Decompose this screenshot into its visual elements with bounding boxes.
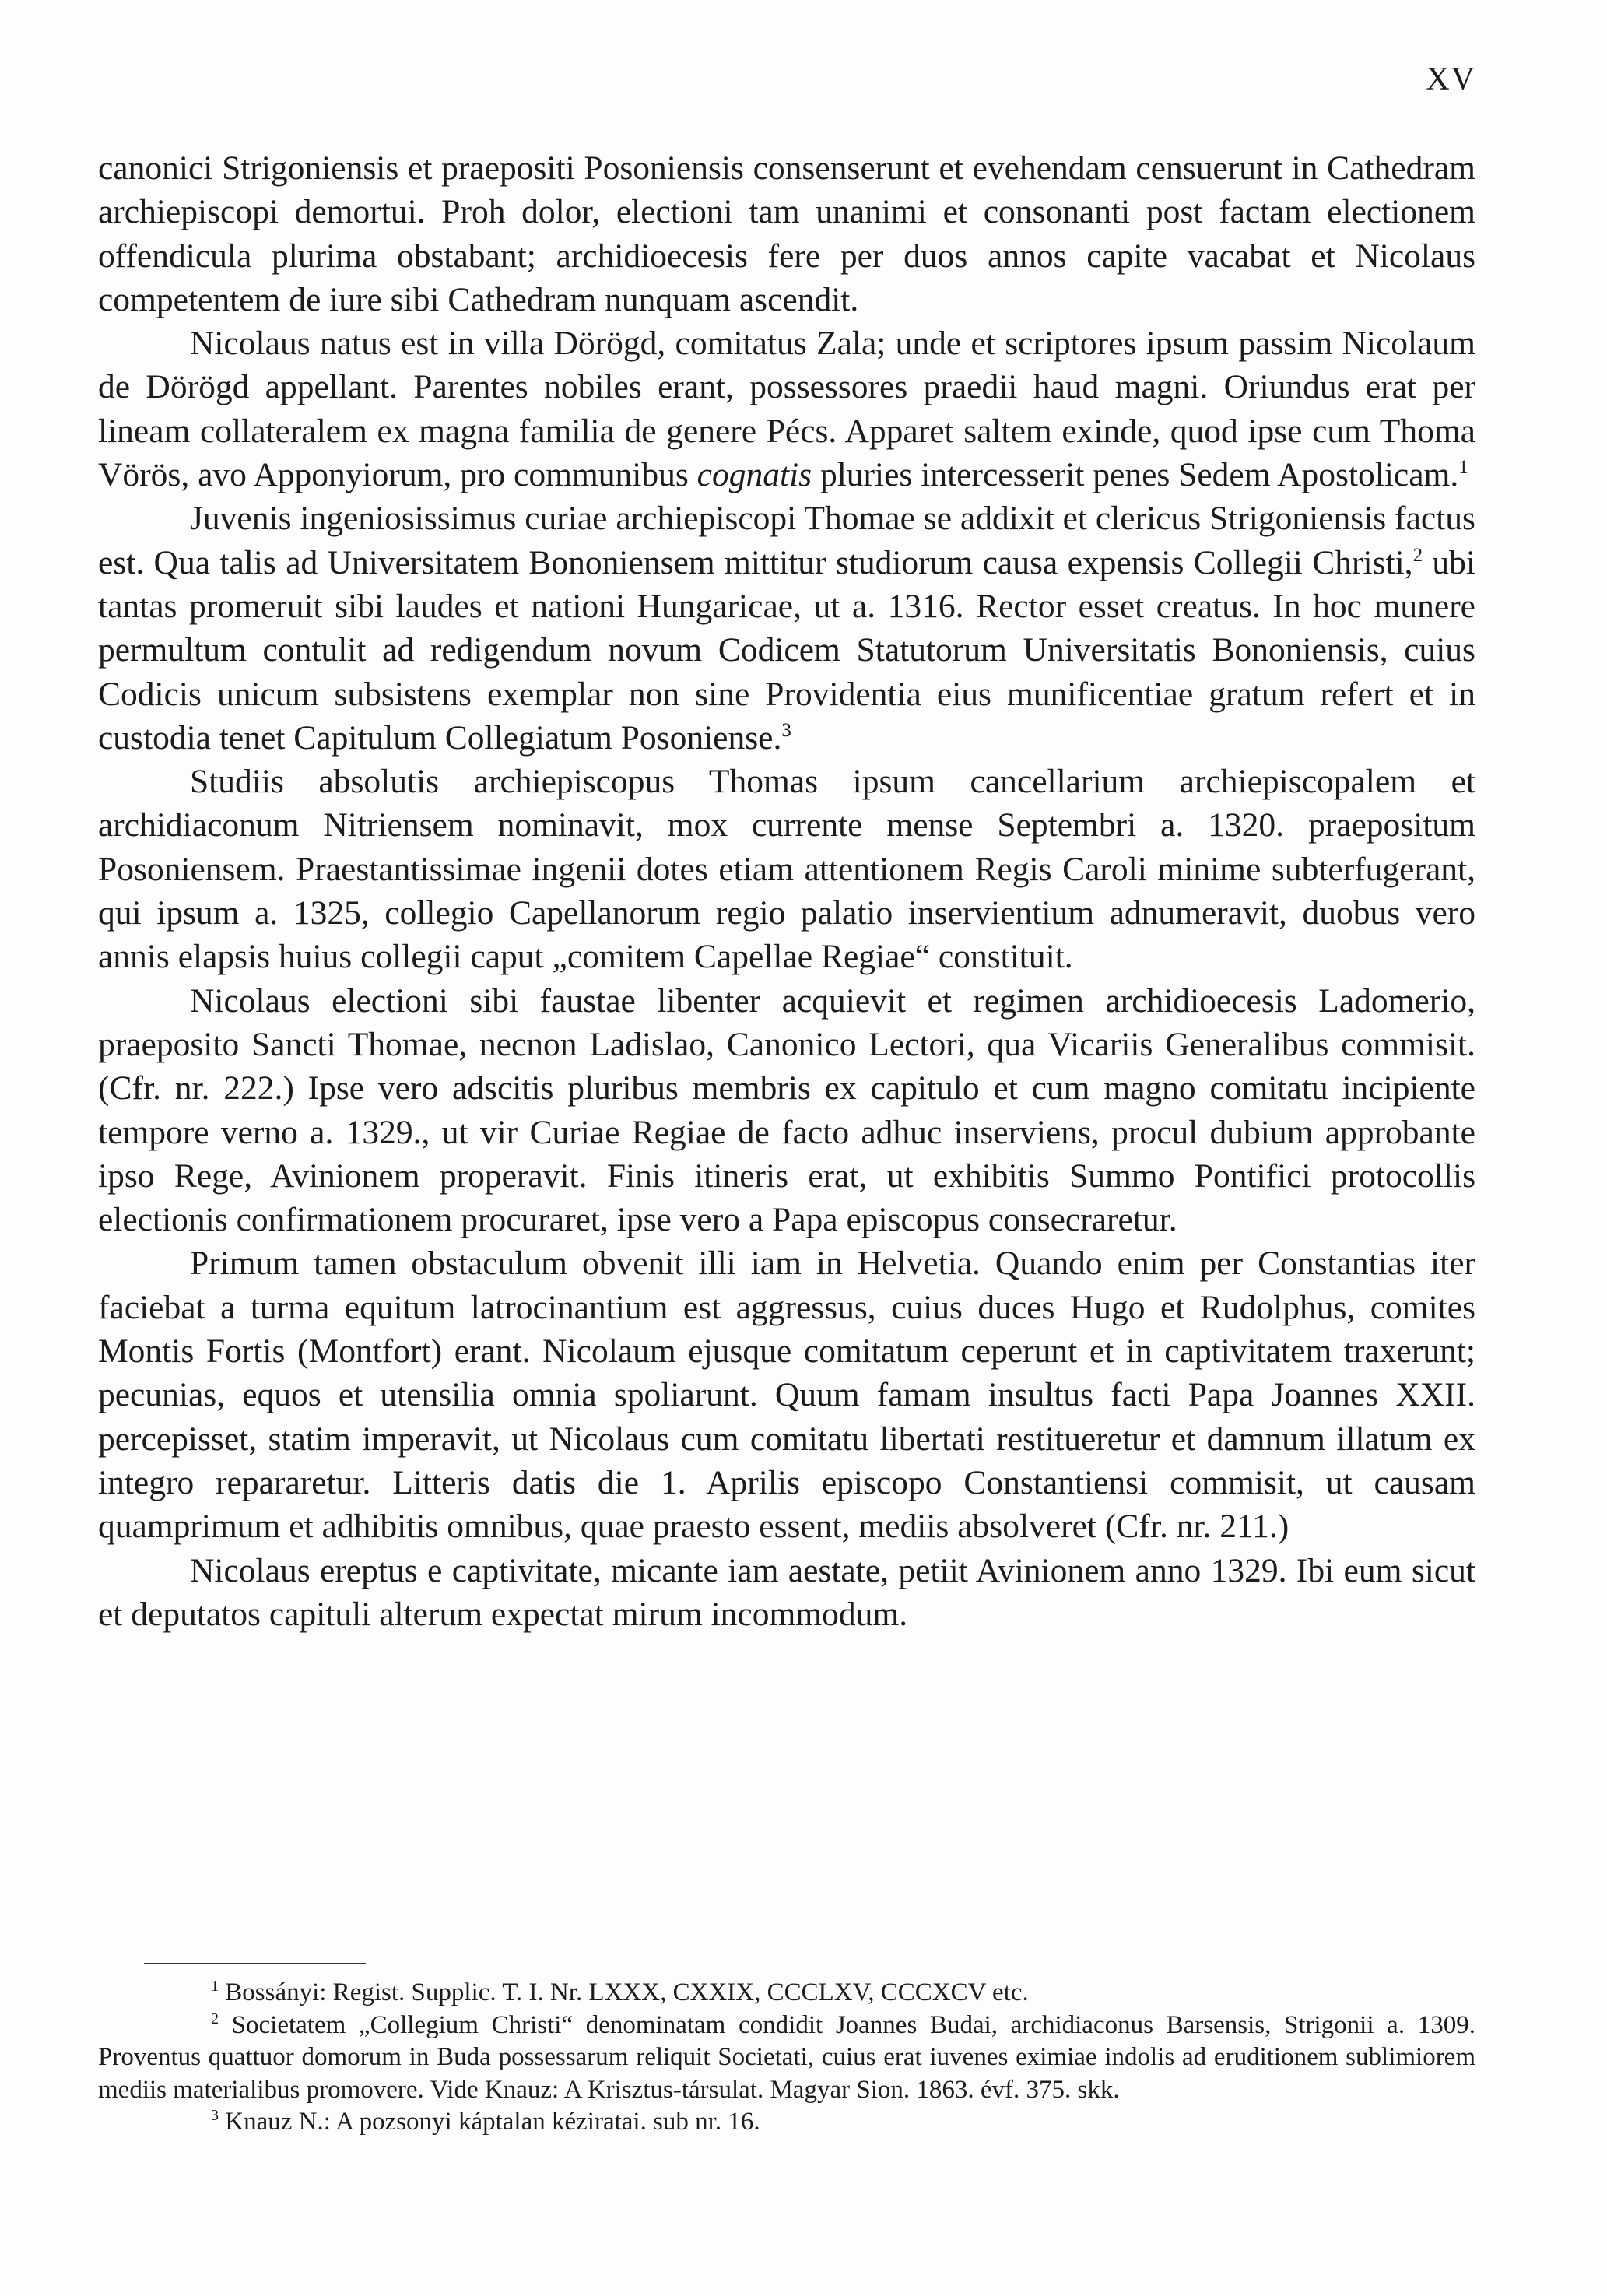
footnote-mark: 2 [211,2010,219,2027]
footnote-text: Bossányi: Regist. Supplic. T. I. Nr. LXXX, CXXIX, CCCLXV, CCCXCV etc. [219,1978,1029,2006]
footnotes [98,1977,1475,2139]
text-run: Juvenis ingeniosissimus curiae archiepiscopi Thomae se addixit et clericus Strigoniensis factus est. Qua talis ad Universitatem Bononiensem mittitur studiorum causa expensis Collegii Christi, [98,500,1475,581]
page-number: XV [1426,61,1476,97]
text-run: ubi tantas promeruit sibi laudes et nationi Hungaricae, ut a. 1316. Rector esset creatus. In hoc munere permultum contulit ad redigendum novum Codicem Statutorum Universitatis Bononiensis, cuius Codicis unicum subsistens exemplar non sine Providentia eius munificentiae gratum refert et in custodia tenet Capitulum Collegiatum Posoniense. [98,543,1475,757]
text-run: Nicolaus natus est in villa Dörögd, comitatus Zala; unde et scriptores ipsum passim Nicolaum de Dörögd appellant. Parentes nobiles erant, possessores praedii haud magni. Oriundus erat per lineam collateralem ex magna familia de genere Pécs. Apparet saltem exinde, quod ipse cum Thoma Vörös, avo Apponyiorum, pro communibus [98,325,1475,494]
paragraph [98,760,1475,978]
text-run: pluries intercesserit penes Sedem Apostolicam. [812,456,1459,494]
paragraph [98,497,1475,760]
footnote-separator [144,1963,366,1964]
footnote-mark: 3 [211,2107,219,2124]
text-run: Primum tamen obstaculum obvenit illi iam in Helvetia. Quando enim per Constantias iter faciebat a turma equitum latrocinantium est aggressus, cuius duces Hugo et Rudolphus, comites Montis Fortis (Montfort) erant. Nicolaum ejusque comitatum ceperunt et in captivitatem traxerunt; pecunias, equos et utensilia omnia spoliarunt. Quum famam insultus facti Papa Joannes XXII. percepisset, statim imperavit, ut Nicolaus cum comitatu libertati restitueretur et damnum illatum ex integro repararetur. Litteris datis die 1. Aprilis episcopo Constantiensi commisit, ut causam quamprimum et adhibitis omnibus, quae praesto essent, mediis absolveret (Cfr. nr. 211.) [98,1245,1475,1546]
paragraph [98,1549,1475,1637]
paragraph [98,146,1475,321]
footnote-ref: 1 [1458,457,1468,479]
footnote-ref: 3 [781,719,791,741]
paragraph [98,1241,1475,1548]
footnote [98,1977,1475,2010]
footnote-text: Knauz N.: A pozsonyi káptalan kéziratai. sub nr. 16. [219,2108,760,2136]
footnote [98,2010,1475,2107]
footnote [98,2106,1475,2139]
footnote-mark: 1 [211,1978,219,1995]
main-text [98,146,1475,1636]
text-run: Nicolaus electioni sibi faustae libenter acquievit et regimen archidioecesis Ladomerio, praeposito Sancti Thomae, necnon Ladislao, Canonico Lectori, qua Vicariis Generalibus commisit. (Cfr. nr. 222.) Ipse vero adscitis pluribus membris ex capitulo et cum magno comitatu incipiente tempore verno a. 1329., ut vir Curiae Regiae de facto adhuc inserviens, procul dubium approbante ipso Rege, Avinionem properavit. Finis itineris erat, ut exhibitis Summo Pontifici protocollis electionis confirmationem procuraret, ipse vero a Papa episcopus consecraretur. [98,981,1475,1239]
paragraph [98,321,1475,497]
text-run: Studiis absolutis archiepiscopus Thomas ipsum cancellarium archiepiscopalem et archidiaconum Nitriensem nominavit, mox currente mense Septembri a. 1320. praepositum Posoniensem. Praestantissimae ingenii dotes etiam attentionem Regis Caroli minime subterfugerant, qui ipsum a. 1325, collegio Capellanorum regio palatio inservientium adnumeravit, duobus vero annis elapsis huius collegii caput „comitem Capellae Regiae“ constituit. [98,763,1475,976]
footnote-text: Societatem „Collegium Christi“ denominatam condidit Joannes Budai, archidiaconus Barsensis, Strigonii a. 1309. Proventus quattuor domorum in Buda possessarum reliquit Societati, cuius erat iuvenes eximiae indolis ad eruditionem sublimiorem mediis materialibus promovere. Vide Knauz: A Krisztus-társulat. Magyar Sion. 1863. évf. 375. skk. [98,2010,1475,2104]
footnote-ref: 2 [1412,544,1423,566]
paragraph [98,979,1475,1242]
text-run: cognatis [696,456,812,494]
text-run: canonici Strigoniensis et praepositi Posoniensis consenserunt et evehendam censuerunt in Cathedram archiepiscopi demortui. Proh dolor, electioni tam unanimi et consonanti post factam electionem offendicula plurima obstabant; archidioecesis fere per duos annos capite vacabat et Nicolaus competentem de iure sibi Cathedram nunquam ascendit. [98,149,1475,318]
text-run: Nicolaus ereptus e captivitate, micante iam aestate, petiit Avinionem anno 1329. Ibi eum sicut et deputatos capituli alterum expectat mirum incommodum. [98,1551,1475,1633]
